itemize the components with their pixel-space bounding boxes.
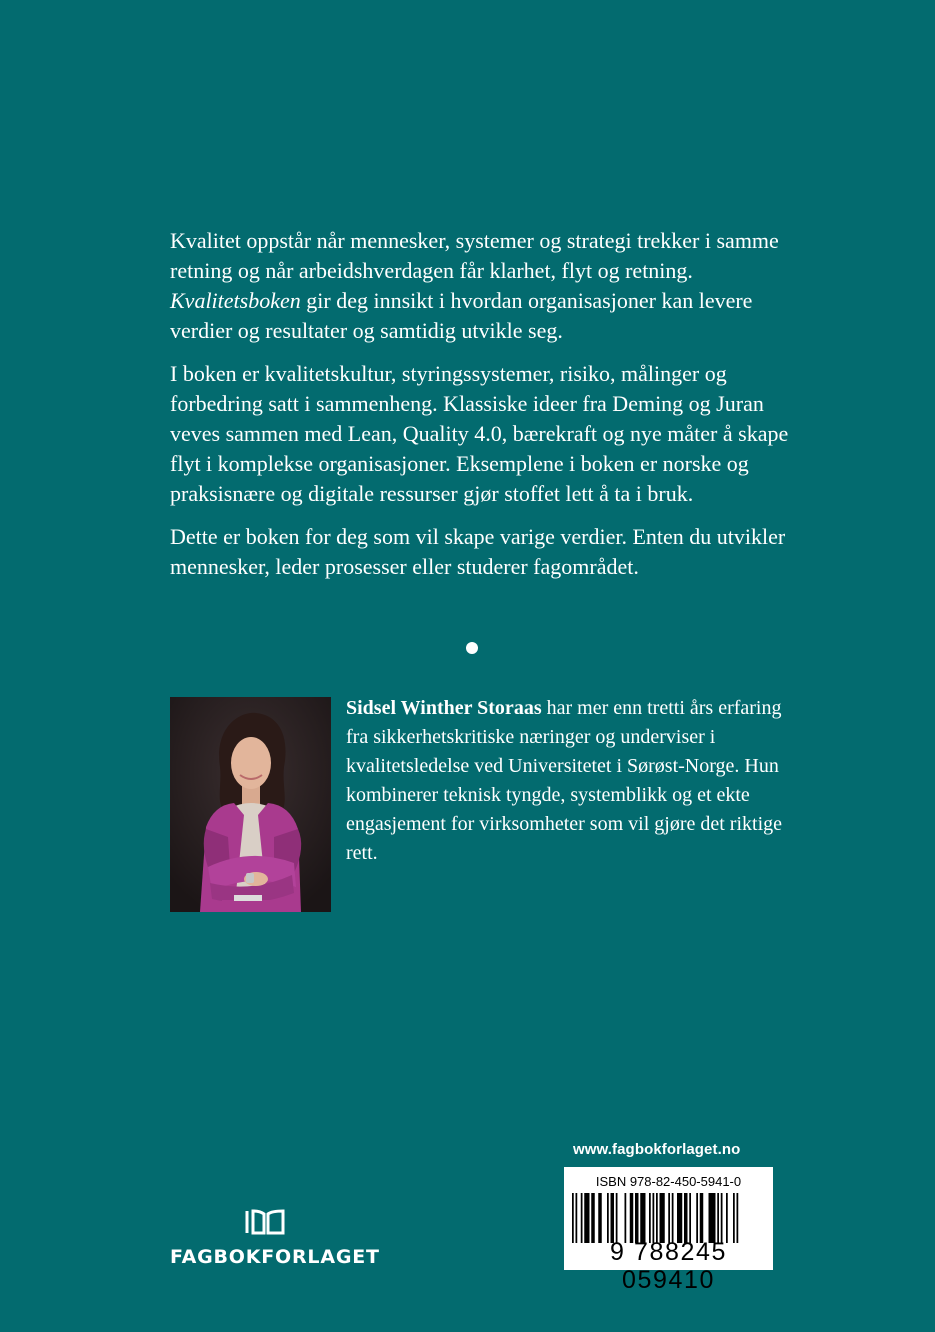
book-title: Kvalitetsboken	[170, 288, 301, 313]
barcode-bars	[570, 1193, 767, 1243]
blurb-paragraph-1-tail: gir deg innsikt i hvordan organisasjoner kan levere verdier og resultater og samtidig utvikle seg.	[170, 288, 753, 343]
blurb-paragraph-2: I boken er kvalitetskultur, styringssystemer, risiko, målinger og forbedring satt i sammenheng. Klassiske ideer fra Deming og Juran veves sammen med Lean, Quality 4.0, bærekraft og nye måter å skape flyt i komplekse organisasjoner. Eksemplene i boken er norske og praksisnære og digitale ressurser gjør stoffet lett å ta i bruk.	[170, 361, 789, 506]
author-bio	[346, 694, 786, 868]
publisher-url[interactable]: www.fagbokforlaget.no	[573, 1141, 741, 1158]
barcode-digits: 9 788245 059410	[609, 1238, 728, 1294]
separator-dot	[466, 642, 478, 654]
blurb-paragraph-1	[170, 226, 790, 346]
blurb-paragraph-3: Dette er boken for deg som vil skape varige verdier. Enten du utvikler mennesker, leder prosesser eller studerer fagområdet.	[170, 524, 786, 579]
open-book-icon	[244, 1208, 286, 1236]
author-name: Sidsel Winther Storaas	[346, 697, 542, 719]
back-cover-blurb	[170, 226, 790, 595]
isbn-barcode	[564, 1167, 773, 1294]
blurb-paragraph-1-lead: Kvalitet oppstår når mennesker, systemer og strategi trekker i samme retning og når arbeidshverdagen får klarhet, flyt og retning.	[170, 228, 779, 283]
author-bio-text: har mer enn tretti års erfaring fra sikkerhetskritiske næringer og underviser i kvalitetsledelse ved Universitetet i Sørøst-Norge. Hun kombinerer teknisk tyngde, systemblikk og et ekte engasjement for virksomheter som vil gjøre det riktige rett.	[346, 697, 782, 864]
isbn-label: ISBN 978-82-450-5941-0	[595, 1174, 742, 1189]
publisher-logo-text: FAGBOKFORLAGET	[170, 1246, 380, 1268]
author-photo	[170, 697, 331, 912]
